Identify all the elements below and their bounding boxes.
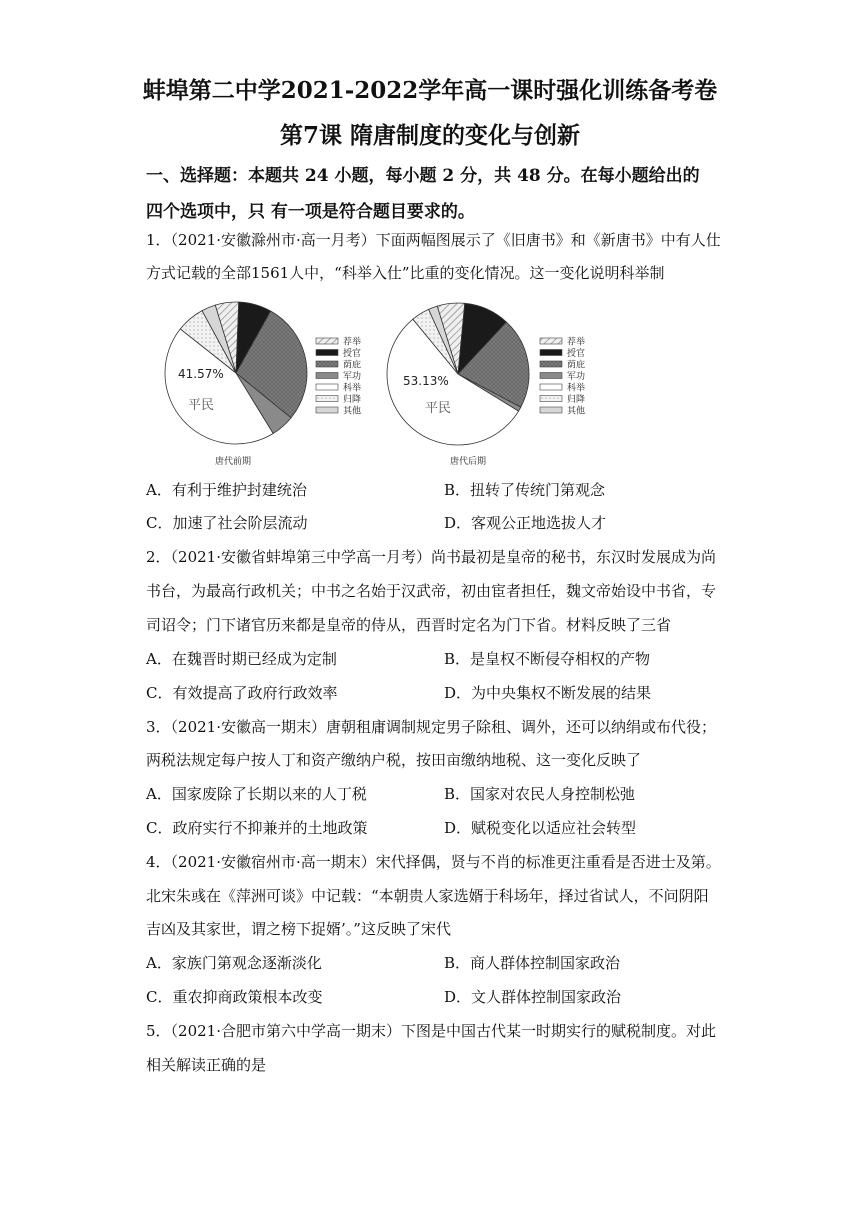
- legend-late-tang: [540, 336, 585, 417]
- legend-swatch-keju: [540, 384, 562, 390]
- pie-right-caption: 唐代后期: [450, 457, 487, 467]
- q3-stem-line-1: 3．（2021·安徽高一期末）唐朝租庸调制规定男子除租、调外，还可以纳绢或布代役；: [146, 718, 716, 736]
- legend-swatch-jianju: [316, 338, 338, 344]
- q1-option-b[interactable]: B．扭转了传统门第观念: [444, 481, 606, 499]
- legend-swatch-guixiang: [316, 396, 338, 402]
- legend-label-jianju: 荐举: [343, 337, 362, 348]
- q3-option-d[interactable]: D．赋税变化以适应社会转型: [444, 819, 637, 837]
- legend-label-jungong: 军功: [567, 372, 586, 382]
- q1-option-c[interactable]: C．加速了社会阶层流动: [146, 514, 308, 532]
- legend-swatch-jungong: [316, 373, 338, 379]
- q1-option-d[interactable]: D．客观公正地选拔人才: [444, 514, 607, 532]
- legend-swatch-guixiang: [540, 396, 562, 402]
- q2-option-b[interactable]: B．是皇权不断侵夺相权的产物: [444, 650, 651, 668]
- legend-label-jungong: 军功: [343, 372, 362, 382]
- q3-option-b[interactable]: B．国家对农民人身控制松弛: [444, 785, 636, 803]
- q2-option-a[interactable]: A．在魏晋时期已经成为定制: [146, 650, 337, 668]
- legend-label-yinbi: 荫庇: [343, 360, 362, 371]
- q4-stem-line-1: 4．（2021·安徽宿州市·高一期末）宋代择偶，贤与不肖的标准更注重看是否进士及第。: [146, 853, 721, 871]
- q2-option-c[interactable]: C．有效提高了政府行政效率: [146, 684, 338, 702]
- legend-label-shouguan: 授官: [567, 349, 586, 359]
- pie-charts-figure: [160, 296, 610, 471]
- q5-stem-line-2: 相关解读正确的是: [146, 1056, 267, 1074]
- q3-option-a[interactable]: A．国家废除了长期以来的人丁税: [146, 785, 367, 803]
- q4-option-a[interactable]: A．家族门第观念逐渐淡化: [146, 954, 322, 972]
- legend-swatch-jungong: [540, 373, 562, 379]
- legend-label-jianju: 荐举: [567, 337, 586, 348]
- q4-stem-line-3: 吉凶及其家世，谓之榜下捉婿’。”这反映了宋代: [146, 920, 451, 938]
- q1-option-a[interactable]: A．有利于维护封建统治: [146, 481, 307, 499]
- q2-stem-line-2: 书台，为最高行政机关；中书之名始于汉武帝，初由宦者担任，魏文帝始设中书省，专: [146, 582, 717, 600]
- legend-label-shouguan: 授官: [343, 349, 362, 359]
- legend-label-yinbi: 荫庇: [567, 360, 586, 371]
- q2-stem-line-1: 2．（2021·安徽省蚌埠第三中学高一月考）尚书最初是皇帝的秘书，东汉时发展成为尚: [146, 548, 716, 566]
- legend-early-tang: [316, 336, 361, 417]
- legend-label-guixiang: 归降: [567, 395, 586, 405]
- q4-stem-line-2: 北宋朱彧在《萍洲可谈》中记载：“本朝贵人家选婿于科场年，择过省试人，不问阴阳: [146, 887, 709, 905]
- pie-right-name: 平民: [425, 401, 452, 416]
- legend-swatch-shouguan: [316, 350, 338, 356]
- lesson-title: 第7课 隋唐制度的变化与创新: [279, 122, 580, 149]
- legend-swatch-keju: [316, 384, 338, 390]
- legend-label-guixiang: 归降: [343, 395, 362, 405]
- legend-label-qita: 其他: [567, 406, 586, 417]
- legend-label-keju: 科举: [567, 383, 586, 394]
- section-instructions-line-2: 四个选项中，只 有一项是符合题目要求的。: [146, 202, 475, 222]
- q3-stem-line-2: 两税法规定每户按人丁和资产缴纳户税，按田亩缴纳地税、这一变化反映了: [146, 751, 642, 769]
- legend-swatch-yinbi: [316, 361, 338, 367]
- pie-left-name: 平民: [188, 398, 215, 413]
- q4-option-d[interactable]: D．文人群体控制国家政治: [444, 988, 622, 1006]
- legend-swatch-yinbi: [540, 361, 562, 367]
- pie-left-caption: 唐代前期: [215, 457, 252, 467]
- legend-swatch-jianju: [540, 338, 562, 344]
- q5-stem-line-1: 5．（2021·合肥市第六中学高一期末）下图是中国古代某一时期实行的赋税制度。对此: [146, 1022, 716, 1040]
- q4-option-c[interactable]: C．重农抑商政策根本改变: [146, 988, 323, 1006]
- legend-swatch-shouguan: [540, 350, 562, 356]
- q2-option-d[interactable]: D．为中央集权不断发展的结果: [444, 684, 652, 702]
- q3-option-c[interactable]: C．政府实行不抑兼并的土地政策: [146, 819, 368, 837]
- section-instructions-line-1: 一、选择题：本题共 24 小题，每小题 2 分，共 48 分。在每小题给出的: [146, 166, 700, 186]
- legend-label-qita: 其他: [343, 406, 362, 417]
- q4-option-b[interactable]: B．商人群体控制国家政治: [444, 954, 621, 972]
- q1-stem-line-2: 方式记载的全部1561人中，“科举入仕”比重的变化情况。这一变化说明科举制: [146, 264, 665, 282]
- page-title: 蚌埠第二中学2021-2022学年高一课时强化训练备考卷: [142, 77, 718, 104]
- q1-stem-line-1: 1．（2021·安徽滁州市·高一月考）下面两幅图展示了《旧唐书》和《新唐书》中有人仕: [146, 231, 721, 249]
- legend-swatch-qita: [540, 407, 562, 413]
- pie-right-percent: 53.13%: [403, 374, 449, 388]
- pie-left-percent: 41.57%: [178, 367, 224, 381]
- q2-stem-line-3: 司诏令；门下诸官历来都是皇帝的侍从，西晋时定名为门下省。材料反映了三省: [146, 616, 672, 634]
- legend-swatch-qita: [316, 407, 338, 413]
- legend-label-keju: 科举: [343, 383, 362, 394]
